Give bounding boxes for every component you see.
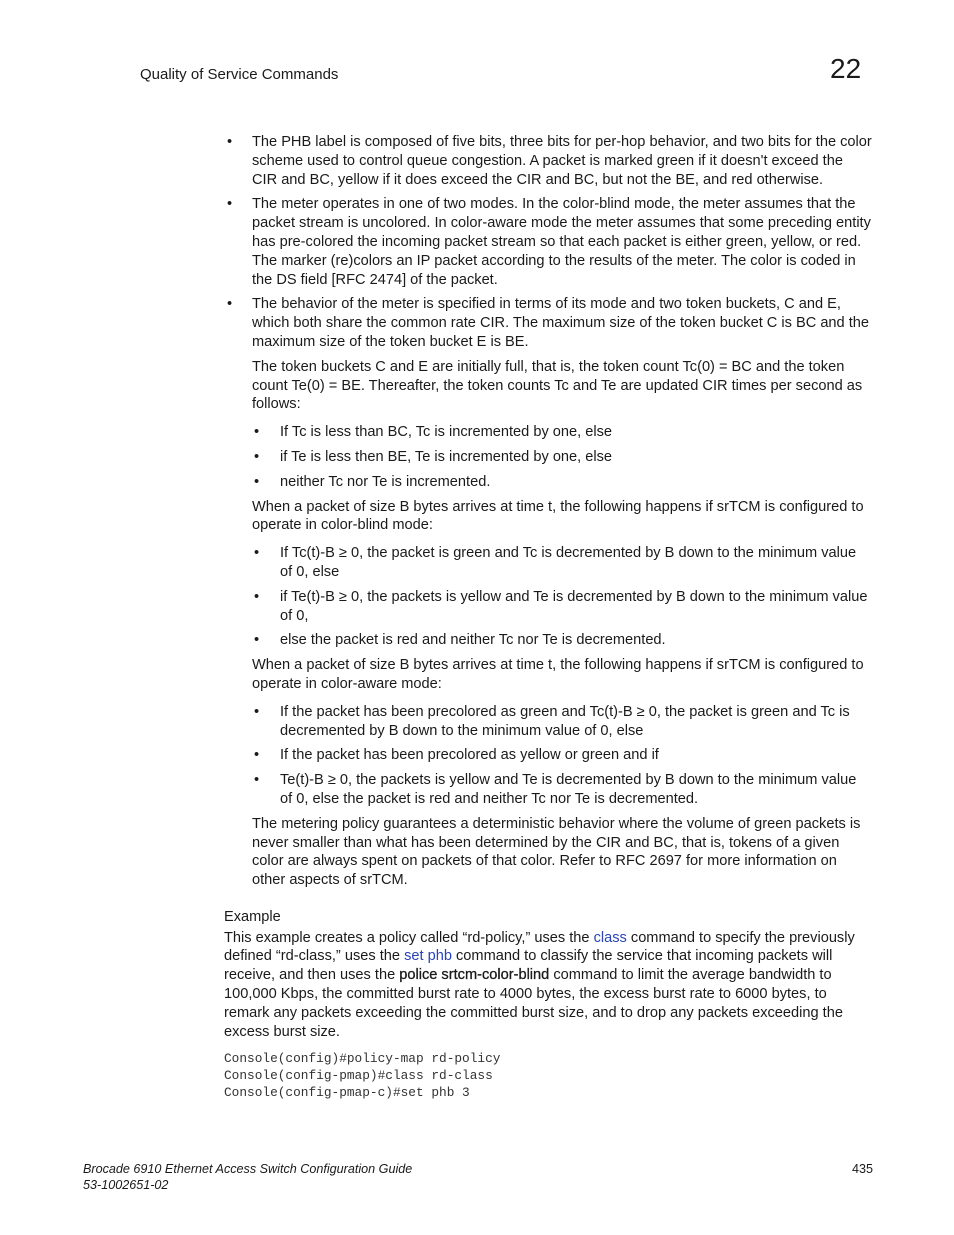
list-item-text: If the packet has been precolored as green and Tc(t)-B ≥ 0, the packet is green and Tc is decremented by B down to the minimum value of 0, else	[280, 703, 850, 739]
bullet-icon: •	[254, 703, 260, 720]
list-item-text: neither Tc nor Te is incremented.	[280, 473, 491, 490]
bullet-icon: •	[254, 545, 260, 562]
chapter-number: 22	[830, 53, 862, 84]
example-text: command to specify the previously defined “rd-class,” uses the	[224, 929, 855, 965]
bullet-item	[224, 195, 872, 289]
example-heading: Example	[224, 908, 281, 925]
bullet-icon: •	[254, 632, 260, 649]
bullet-icon: •	[254, 448, 260, 465]
bullet-item	[224, 295, 872, 351]
example-text: command to classify the service that incoming packets will receive, and then uses the	[224, 948, 833, 984]
police-command-name: police srtcm-color-blind	[399, 967, 550, 984]
list-item-text: else the packet is red and neither Tc nor Te is decremented.	[280, 632, 666, 649]
list-item	[252, 746, 872, 765]
example-paragraph	[224, 929, 872, 1042]
document-title: Brocade 6910 Ethernet Access Switch Configuration Guide	[83, 1162, 413, 1176]
color-aware-list	[252, 703, 872, 809]
list-item-text: if Te is less then BE, Te is incremented by one, else	[280, 448, 613, 465]
example-text: command to limit the average bandwidth to 100,000 Kbps, the committed burst rate to 4000 bytes, the excess burst rate to 6000 bytes, to remark any packets exceeding the committed burst size, and to drop any packets exceeding the excess burst size.	[224, 967, 843, 1040]
list-item	[252, 448, 872, 467]
set-phb-command-link[interactable]: set phb	[404, 948, 452, 965]
list-item	[252, 544, 872, 582]
list-item-text: If Tc(t)-B ≥ 0, the packet is green and Tc is decremented by B down to the minimum value of 0, else	[280, 545, 857, 580]
list-item	[252, 473, 872, 492]
list-item-text: if Te(t)-B ≥ 0, the packets is yellow and Te is decremented by B down to the minimum value of 0,	[280, 588, 868, 624]
code-line: Console(config-pmap-c)#set phb 3	[224, 1085, 470, 1101]
color-blind-list	[252, 544, 872, 650]
bullet-text: The behavior of the meter is specified in terms of its mode and two token buckets, C and E, which both share the common rate CIR. The maximum size of the token bucket C is BC and the maximum size of the token bucket E is BE.	[252, 296, 870, 350]
list-item	[252, 771, 872, 809]
metering-policy-paragraph: The metering policy guarantees a deterministic behavior where the volume of green packets is never smaller than what has been determined by the CIR and BC, that is, tokens of a given color are always spent on packets of that color. Refer to RFC 2697 for more information on other aspects of srTCM.	[252, 815, 861, 889]
code-block	[224, 1051, 872, 1101]
token-paragraph: The token buckets C and E are initially full, that is, the token count Tc(0) = BC and the token count Te(0) = BE. Thereafter, the token counts Tc and Te are updated CIR times per second as follows:	[252, 358, 863, 413]
bullet-icon: •	[254, 473, 260, 490]
bullet-icon: •	[254, 588, 260, 605]
section-title: Quality of Service Commands	[140, 66, 339, 83]
list-item	[252, 588, 872, 626]
color-blind-paragraph: When a packet of size B bytes arrives at time t, the following happens if srTCM is configured to operate in color-blind mode:	[252, 498, 864, 534]
code-line: Console(config-pmap)#class rd-class	[224, 1068, 493, 1084]
bullet-item	[224, 133, 872, 189]
color-aware-paragraph: When a packet of size B bytes arrives at time t, the following happens if srTCM is configured to operate in color-aware mode:	[252, 657, 864, 692]
bullet-icon: •	[227, 196, 233, 213]
main-content	[224, 133, 872, 1102]
list-item-text: If the packet has been precolored as yellow or green and if	[280, 747, 659, 764]
bullet-text: The PHB label is composed of five bits, three bits for per-hop behavior, and two bits for the color scheme used to control queue congestion. A packet is marked green if it doesn't exceed the CIR and BC, yellow if it does exceed the CIR and BC, but not the BE, and red otherwise.	[252, 134, 872, 188]
class-command-link[interactable]: class	[593, 929, 627, 946]
bullet-icon: •	[254, 747, 260, 764]
code-line: Console(config)#policy-map rd-policy	[224, 1051, 501, 1067]
list-item-text: Te(t)-B ≥ 0, the packets is yellow and Te is decremented by B down to the minimum value of 0, else the packet is red and neither Tc nor Te is decremented.	[280, 772, 857, 807]
token-list	[252, 423, 872, 491]
bullet-icon: •	[227, 296, 233, 313]
list-item	[252, 423, 872, 442]
list-item	[252, 631, 872, 650]
list-item	[252, 703, 872, 741]
document-number: 53-1002651-02	[83, 1178, 169, 1192]
list-item-text: If Tc is less than BC, Tc is incremented by one, else	[280, 424, 613, 441]
bullet-icon: •	[227, 134, 233, 150]
example-text: This example creates a policy called “rd-policy,” uses the	[224, 929, 594, 946]
bullet-icon: •	[254, 772, 260, 789]
bullet-icon: •	[254, 424, 260, 441]
page-number: 435	[851, 1162, 873, 1176]
bullet-text: The meter operates in one of two modes. In the color-blind mode, the meter assumes that the packet stream is uncolored. In color-aware mode the meter assumes that some preceding entity has pre-colored the incoming packet stream so that each packet is either green, yellow, or red. The marker (re)colors an IP packet according to the results of the meter. The color is coded in the DS field [RFC 2474] of the packet.	[252, 196, 871, 288]
